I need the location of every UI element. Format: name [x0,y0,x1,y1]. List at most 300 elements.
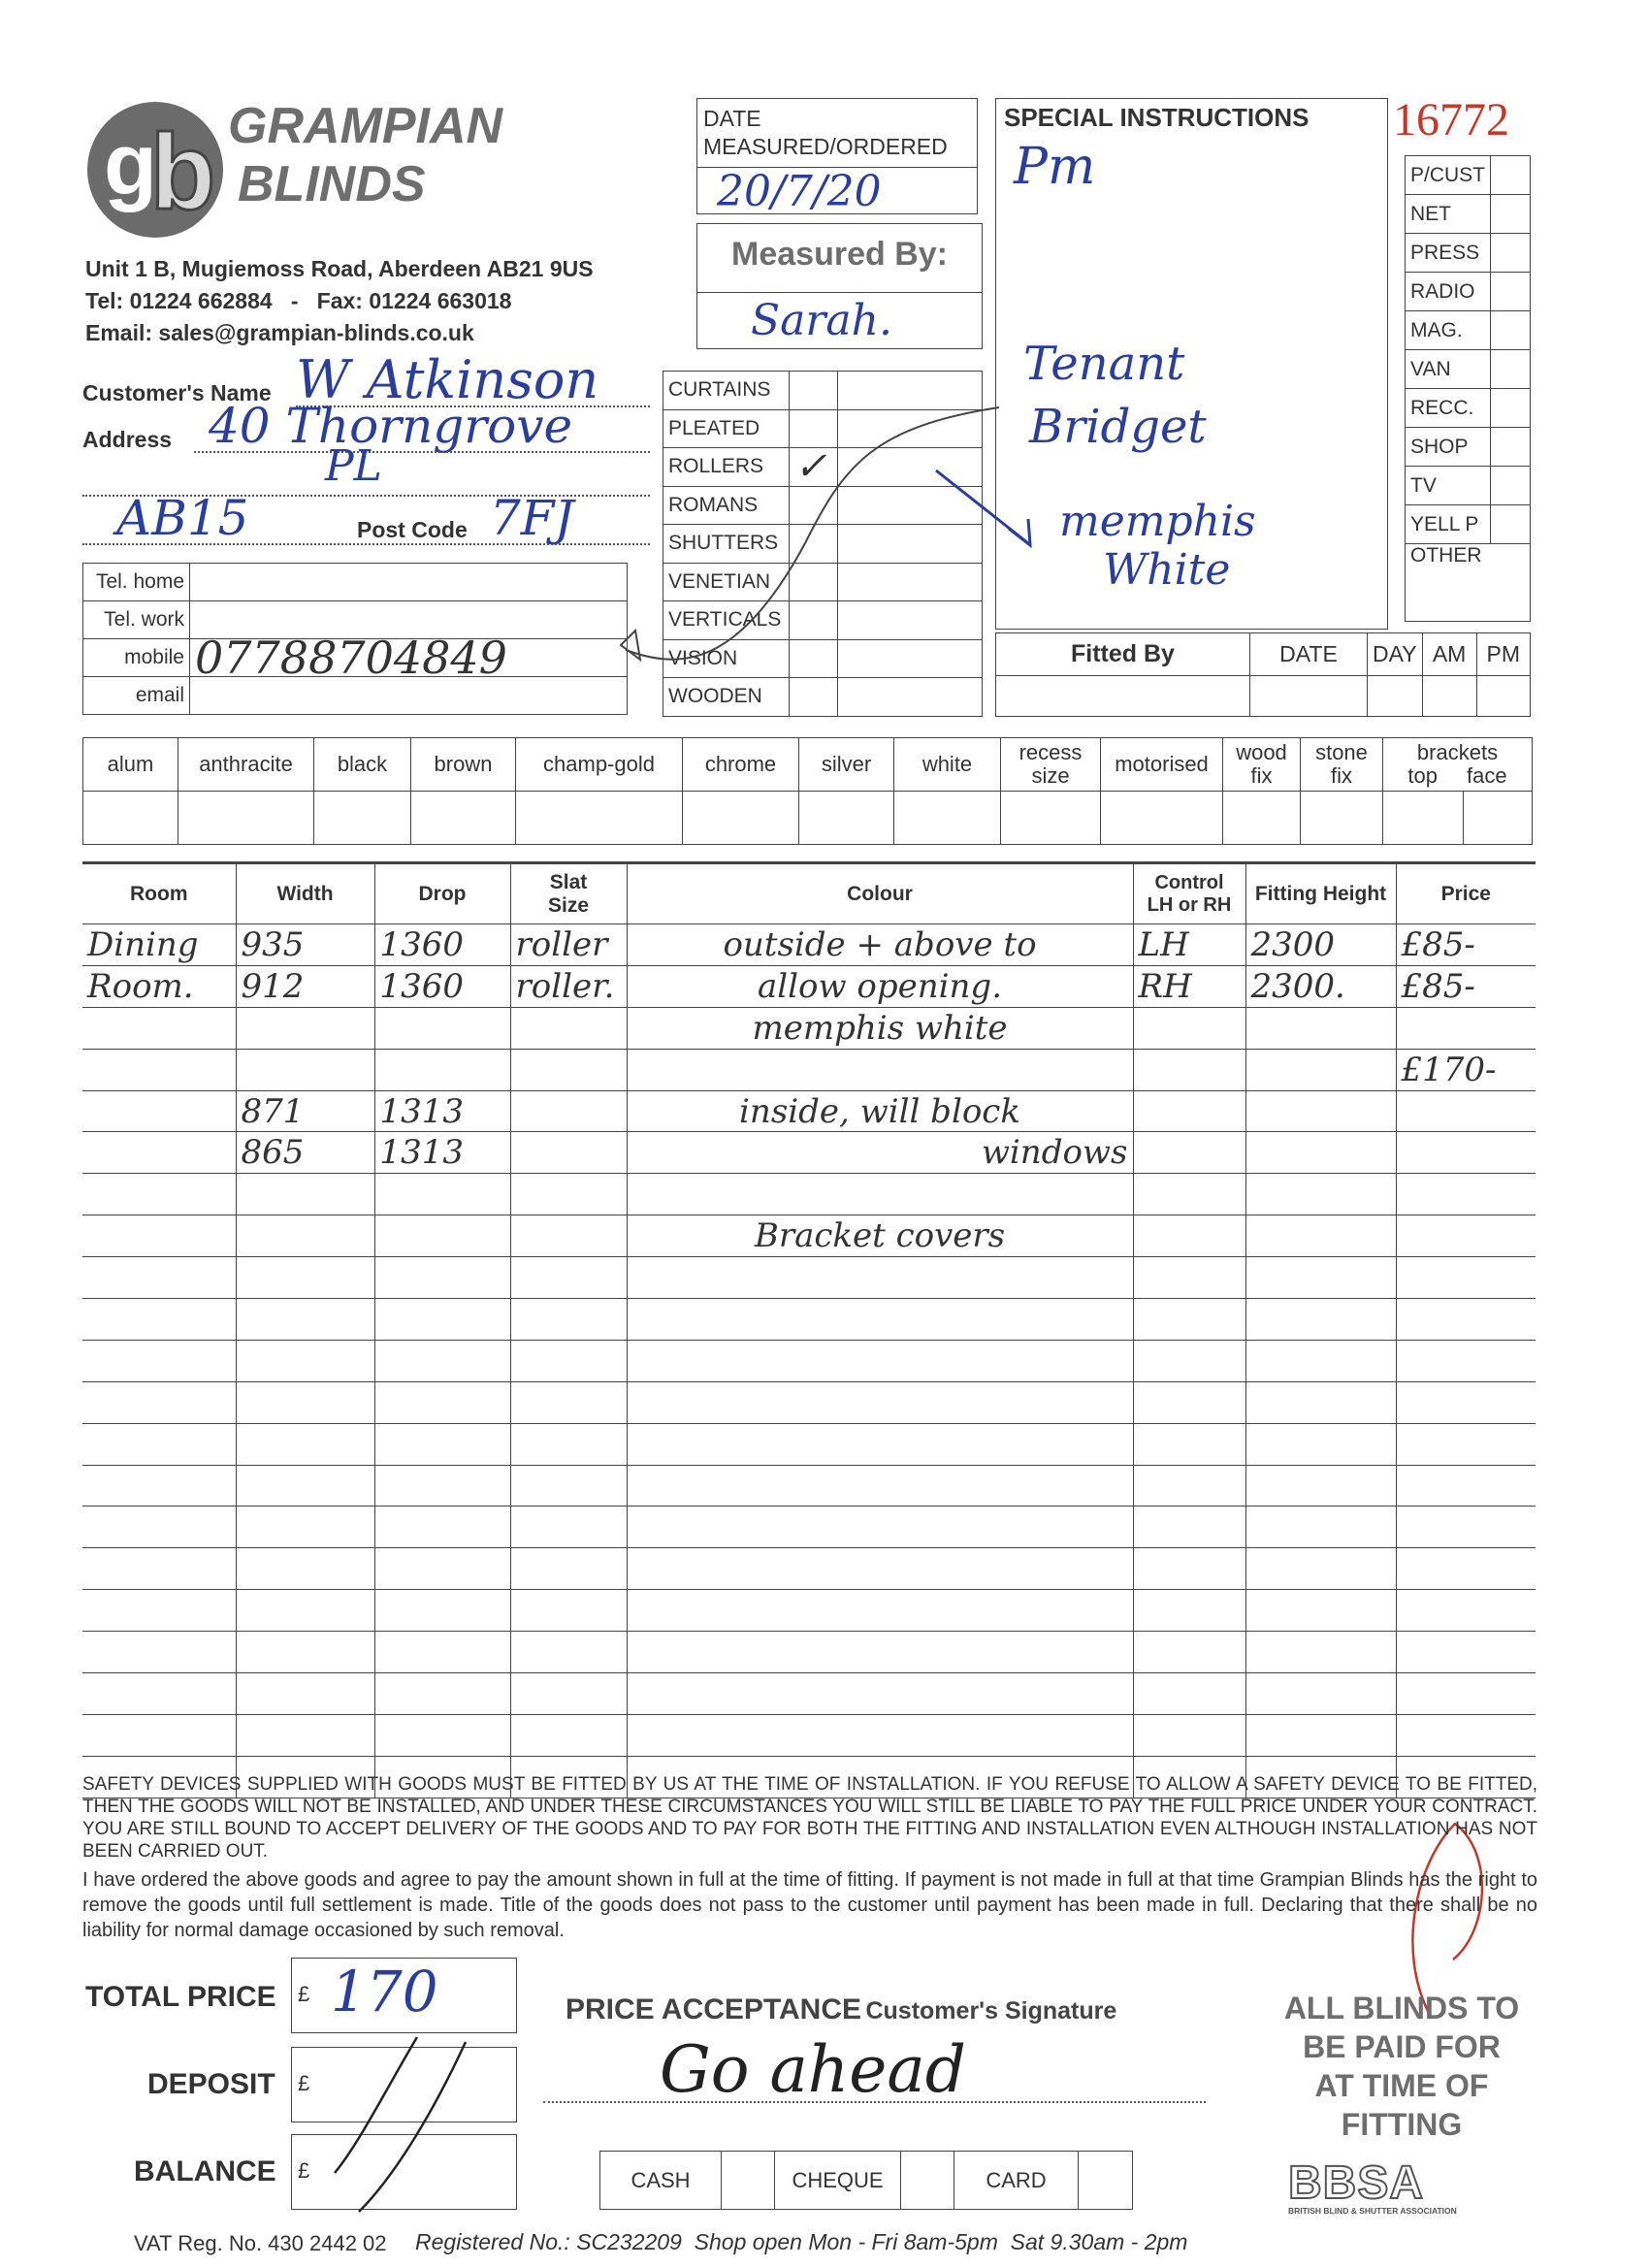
cell-control[interactable] [1133,1381,1245,1423]
address-line2[interactable]: PL [325,441,382,491]
cell-room[interactable] [82,1714,236,1756]
cell-colour[interactable]: memphis white [627,1007,1133,1049]
cell-colour[interactable] [627,1632,1133,1673]
footer-registered: Registered No.: SC232209 Shop open Mon - Fri 8am-5pm Sat 9.30am - 2pm [415,2229,1188,2254]
cell-drop[interactable] [374,1507,510,1548]
cell-slat[interactable] [510,1632,627,1673]
cell-colour[interactable]: allow opening. [627,965,1133,1007]
special-instructions-label: SPECIAL INSTRUCTIONS [1004,103,1310,132]
cell-control[interactable] [1133,1673,1245,1715]
product-row [663,409,983,448]
cell-width[interactable] [236,1465,374,1507]
special-instructions-box [995,98,1388,630]
source-item[interactable]: YELL P [1406,505,1491,544]
source-item[interactable]: RADIO [1406,273,1491,311]
cell-width[interactable] [236,1548,374,1590]
source-list [1405,155,1531,622]
cell-width[interactable] [236,1632,374,1673]
product-type: WOODEN [663,678,790,717]
cell-colour[interactable]: windows [627,1132,1133,1174]
col-drop: Drop [374,864,510,924]
table-row [82,1507,1536,1548]
customer-name-label: Customer's Name [82,380,272,405]
source-item[interactable]: VAN [1406,350,1491,389]
table-row [82,1174,1536,1215]
payment-card[interactable]: CARD [954,2152,1079,2210]
cell-fit[interactable] [1245,1049,1396,1090]
source-item[interactable]: OTHER [1406,544,1531,622]
cell-control[interactable] [1133,1215,1245,1257]
product-type: VISION [663,639,790,678]
product-type: VERTICALS [663,601,790,640]
cell-control[interactable]: RH [1133,965,1245,1007]
source-item[interactable]: TV [1406,467,1491,505]
option-label: silver [799,738,894,792]
cell-room[interactable] [82,1632,236,1673]
cell-colour[interactable] [627,1673,1133,1715]
table-row [82,1049,1536,1090]
cell-control[interactable] [1133,1465,1245,1507]
source-item[interactable]: RECC. [1406,389,1491,428]
cell-width[interactable] [236,1007,374,1049]
cell-price[interactable] [1396,1632,1536,1673]
product-row [663,448,983,487]
table-row [82,1632,1536,1673]
phone-table [82,563,628,715]
cell-drop[interactable] [374,1673,510,1715]
cell-room[interactable] [82,1465,236,1507]
fitted-by-label: Fitted By [996,633,1250,676]
cell-colour[interactable] [627,1423,1133,1465]
svg-text:b: b [150,113,216,232]
product-row [663,525,983,564]
cell-slat[interactable] [510,1590,627,1632]
special-note-pm: Pm [1014,138,1096,196]
cell-control[interactable] [1133,1507,1245,1548]
phone-row [83,639,628,677]
cell-price[interactable] [1396,1132,1536,1174]
cell-price[interactable] [1396,1714,1536,1756]
company-address: Unit 1 B, Mugiemoss Road, Aberdeen AB21 9US [85,256,594,281]
phone-value[interactable] [190,564,628,601]
cell-drop[interactable] [374,1174,510,1215]
customer-signature[interactable]: Go ahead [660,2032,966,2107]
measured-by-box [696,223,983,349]
table-row [82,1132,1536,1174]
table-row [82,1090,1536,1132]
payment-cheque[interactable]: CHEQUE [775,2152,901,2210]
cell-room[interactable] [82,1090,236,1132]
postcode-value[interactable]: 7FJ [490,490,574,546]
table-row [82,1257,1536,1299]
cell-room[interactable] [82,1215,236,1257]
cell-price[interactable] [1396,1673,1536,1715]
cell-fit[interactable] [1245,1090,1396,1132]
cell-width[interactable] [236,1257,374,1299]
cell-control[interactable] [1133,1007,1245,1049]
cell-drop[interactable] [374,1215,510,1257]
col-width: Width [236,864,374,924]
cell-slat[interactable] [510,1174,627,1215]
cell-room[interactable] [82,1423,236,1465]
cell-price[interactable] [1396,1590,1536,1632]
cell-drop[interactable]: 1313 [374,1090,510,1132]
cell-drop[interactable]: 1360 [374,924,510,966]
cell-control[interactable] [1133,1714,1245,1756]
table-row [82,1423,1536,1465]
cell-slat[interactable] [510,1132,627,1174]
address-line3[interactable]: AB15 [116,490,249,546]
cell-slat[interactable] [510,1714,627,1756]
cell-colour[interactable] [627,1299,1133,1341]
cell-width[interactable] [236,1049,374,1090]
cell-width[interactable] [236,1714,374,1756]
cell-slat[interactable] [510,1507,627,1548]
source-item[interactable]: PRESS [1406,234,1491,273]
customer-signature-label: Customer's Signature [865,1997,1117,2025]
cell-drop[interactable] [374,1714,510,1756]
cell-control[interactable] [1133,1632,1245,1673]
cell-colour[interactable] [627,1465,1133,1507]
cell-slat[interactable] [510,1215,627,1257]
brackets-top: top [1407,763,1438,788]
product-type: PLEATED [663,409,790,448]
cell-price[interactable] [1396,1007,1536,1049]
cell-slat[interactable]: roller [510,924,627,966]
table-row [82,965,1536,1007]
source-item[interactable]: MAG. [1406,311,1491,350]
order-table [82,863,1536,1798]
cell-price[interactable] [1396,1423,1536,1465]
deposit-strike [330,2027,524,2221]
cell-drop[interactable] [374,1548,510,1590]
fitted-am-label: AM [1422,633,1476,676]
cell-control[interactable] [1133,1590,1245,1632]
fitted-by-value[interactable] [996,676,1250,717]
cell-slat[interactable] [510,1299,627,1341]
cell-fit[interactable] [1245,1340,1396,1381]
cell-control[interactable] [1133,1049,1245,1090]
cell-price[interactable] [1396,1215,1536,1257]
mobile-value[interactable]: 07788704849 [190,639,628,677]
cell-control[interactable] [1133,1090,1245,1132]
cell-colour[interactable] [627,1174,1133,1215]
col-control: Control LH or RH [1133,864,1245,924]
col-price: Price [1396,864,1536,924]
col-fitting-height: Fitting Height [1245,864,1396,924]
table-row [82,1465,1536,1507]
cell-slat[interactable]: roller. [510,965,627,1007]
postcode-label: Post Code [357,517,468,542]
cell-fit[interactable] [1245,1423,1396,1465]
option-label: white [894,738,1001,792]
cell-width[interactable] [236,1590,374,1632]
cell-room[interactable] [82,1590,236,1632]
cell-drop[interactable] [374,1590,510,1632]
cell-slat[interactable] [510,1340,627,1381]
cell-width[interactable] [236,1299,374,1341]
cell-control[interactable] [1133,1132,1245,1174]
cell-slat[interactable] [510,1423,627,1465]
cell-colour[interactable]: inside, will block [627,1090,1133,1132]
cell-price[interactable] [1396,1174,1536,1215]
cell-width[interactable] [236,1507,374,1548]
option-label: alum [83,738,178,792]
cell-price[interactable] [1396,1381,1536,1423]
measured-by-label: Measured By: [731,236,948,273]
cell-room[interactable] [82,1132,236,1174]
cell-fit[interactable] [1245,1548,1396,1590]
cell-colour[interactable]: outside + above to [627,924,1133,966]
cell-drop[interactable] [374,1381,510,1423]
fitted-by-table [995,632,1531,717]
phone-label: Tel. work [83,601,190,639]
cell-drop[interactable] [374,1423,510,1465]
cell-control[interactable] [1133,1340,1245,1381]
cell-colour[interactable] [627,1548,1133,1590]
source-item[interactable]: P/CUST [1406,156,1491,195]
cell-price[interactable] [1396,1548,1536,1590]
rollers-tick[interactable]: ✓ [790,448,838,487]
cell-colour[interactable]: Bracket covers [627,1215,1133,1257]
cell-width[interactable] [236,1673,374,1715]
cell-price[interactable] [1396,1090,1536,1132]
special-note-memphis: memphis [1059,497,1256,546]
cell-control[interactable] [1133,1548,1245,1590]
cell-width[interactable]: 935 [236,924,374,966]
cell-room[interactable] [82,1340,236,1381]
cell-slat[interactable] [510,1381,627,1423]
cell-drop[interactable] [374,1340,510,1381]
cell-room[interactable] [82,1174,236,1215]
cell-price[interactable] [1396,1507,1536,1548]
cell-room[interactable] [82,1257,236,1299]
cell-width[interactable]: 912 [236,965,374,1007]
total-price-value: 170 [331,1959,438,2025]
cell-price[interactable] [1396,1299,1536,1341]
col-slat: Slat Size [510,864,627,924]
cell-slat[interactable] [510,1049,627,1090]
cell-width[interactable] [236,1423,374,1465]
options-table [82,737,1533,845]
product-type: CURTAINS [663,372,790,410]
company-name-line1: GRAMPIAN [228,98,503,154]
payment-method-table [599,2151,1133,2210]
product-row [663,486,983,525]
cell-drop[interactable] [374,1257,510,1299]
table-row [82,924,1536,966]
cell-slat[interactable] [510,1548,627,1590]
cell-fit[interactable] [1245,1465,1396,1507]
date-value: 20/7/20 [717,167,882,216]
cell-slat[interactable] [510,1257,627,1299]
cell-width[interactable] [236,1381,374,1423]
option-label: recess size [1001,738,1101,792]
cell-room[interactable] [82,1548,236,1590]
bbsa-logo: BBSA BRITISH BLIND & SHUTTER ASSOCIATION [1288,2157,1457,2216]
cell-room[interactable] [82,1673,236,1715]
cell-fit[interactable] [1245,1132,1396,1174]
option-label: wood fix [1223,738,1301,792]
svg-text:g: g [104,116,157,213]
table-row [82,1548,1536,1590]
logo-emblem [82,97,228,243]
company-tel-fax: Tel: 01224 662884 - Fax: 01224 663018 [85,288,512,313]
option-label: motorised [1101,738,1223,792]
cell-drop[interactable]: 1313 [374,1132,510,1174]
col-colour: Colour [627,864,1133,924]
cell-drop[interactable] [374,1007,510,1049]
cell-colour[interactable] [627,1507,1133,1548]
table-row [82,1340,1536,1381]
option-label: stone fix [1301,738,1383,792]
date-label: DATE MEASURED/ORDERED [703,106,948,159]
cell-price[interactable]: £170- [1396,1049,1536,1090]
currency-symbol: £ [298,2158,310,2183]
special-note-white: White [1103,545,1231,595]
cell-colour[interactable] [627,1590,1133,1632]
total-price-label: TOTAL PRICE [85,1981,276,2013]
cell-drop[interactable] [374,1632,510,1673]
phone-row [83,564,628,601]
cell-price[interactable]: £85- [1396,924,1536,966]
source-item[interactable]: NET [1406,195,1491,234]
cell-fit[interactable]: 2300 [1245,924,1396,966]
cell-room[interactable] [82,1381,236,1423]
payment-cash[interactable]: CASH [600,2152,722,2210]
safety-terms: SAFETY DEVICES SUPPLIED WITH GOODS MUST BE FITTED BY US AT THE TIME OF INSTALLATION. IF YOU REFUSE TO ALLOW A SAFETY DEVICE TO BE FITTED, THEN THE GOODS WILL NOT BE INSTALLED, AND UNDER THESE CIRCUMSTANCES YOU WILL STILL BE LIABLE TO PAY THE FULL PRICE UNDER YOUR CONTRACT. YOU ARE STILL BOUND TO ACCEPT DELIVERY OF THE GOODS AND TO PAY FOR BOTH THE FITTING AND INSTALLATION EVEN ALTHOUGH INSTALLATION HAS NOT BEEN CARRIED OUT. [82,1774,1537,1862]
fitted-pm-label: PM [1476,633,1530,676]
cell-width[interactable] [236,1174,374,1215]
cell-control[interactable] [1133,1423,1245,1465]
product-row [663,372,983,410]
date-box [696,98,978,214]
table-row [82,1299,1536,1341]
option-label: black [314,738,411,792]
order-number: 16772 [1393,94,1509,146]
deposit-label: DEPOSIT [147,2068,275,2100]
table-row [82,1714,1536,1756]
cell-colour[interactable] [627,1381,1133,1423]
cell-slat[interactable] [510,1090,627,1132]
table-row [82,1673,1536,1715]
cell-room[interactable]: Dining [82,924,236,966]
currency-symbol: £ [298,2071,310,2095]
total-price-box[interactable] [291,1958,517,2033]
cell-fit[interactable] [1245,1007,1396,1049]
cell-control[interactable] [1133,1174,1245,1215]
address-label: Address [82,427,173,452]
cell-width[interactable] [236,1215,374,1257]
measured-by-value: Sarah. [751,296,892,345]
cell-fit[interactable] [1245,1215,1396,1257]
cell-slat[interactable] [510,1465,627,1507]
cell-fit[interactable]: 2300. [1245,965,1396,1007]
cell-price[interactable] [1396,1340,1536,1381]
special-note-tenant: Tenant [1023,337,1185,391]
cell-drop[interactable] [374,1049,510,1090]
cell-room[interactable] [82,1007,236,1049]
price-acceptance [566,1993,1116,2026]
cell-room[interactable] [82,1049,236,1090]
option-label: chrome [683,738,799,792]
cell-fit[interactable] [1245,1673,1396,1715]
table-row [82,1215,1536,1257]
cell-colour[interactable] [627,1340,1133,1381]
cell-fit[interactable] [1245,1632,1396,1673]
special-note-bridget: Bridget [1029,400,1207,454]
product-type: VENETIAN [663,563,790,601]
price-acceptance-label: PRICE ACCEPTANCE [566,1993,862,2025]
cell-fit[interactable] [1245,1381,1396,1423]
cell-drop[interactable] [374,1299,510,1341]
cell-fit[interactable] [1245,1299,1396,1341]
brackets-face: face [1467,763,1507,788]
cell-width[interactable]: 865 [236,1132,374,1174]
cell-room[interactable]: Room. [82,965,236,1007]
option-label: champ-gold [516,738,683,792]
cell-fit[interactable] [1245,1507,1396,1548]
cell-slat[interactable] [510,1007,627,1049]
cell-slat[interactable] [510,1673,627,1715]
cell-width[interactable]: 871 [236,1090,374,1132]
company-name-line2: BLINDS [238,156,426,212]
cell-fit[interactable] [1245,1257,1396,1299]
cell-control[interactable]: LH [1133,924,1245,966]
product-type: ROMANS [663,486,790,525]
cell-colour[interactable] [627,1257,1133,1299]
cell-fit[interactable] [1245,1714,1396,1756]
cell-control[interactable] [1133,1257,1245,1299]
payment-terms: I have ordered the above goods and agree to pay the amount shown in full at the time of fitting. If payment is not made in full at that time Grampian Blinds has the right to remove the goods until full settlement is made. Title of the goods does not pass to the customer until payment has been made in full. Declaring that there shall be no liability for normal damage occasioned by such removal. [82,1869,1537,1941]
phone-label: mobile [83,639,190,677]
cell-room[interactable] [82,1299,236,1341]
option-label: brown [411,738,516,792]
customer-name[interactable]: W Atkinson [296,349,599,410]
product-row [663,678,983,717]
fitted-day-label: DAY [1368,633,1423,676]
col-room: Room [82,864,236,924]
cell-room[interactable] [82,1507,236,1548]
cell-drop[interactable] [374,1465,510,1507]
cell-drop[interactable]: 1360 [374,965,510,1007]
balance-label: BALANCE [134,2155,276,2187]
company-email: Email: sales@grampian-blinds.co.uk [85,320,474,345]
company-logo [82,97,228,243]
table-row [82,1590,1536,1632]
cell-colour[interactable] [627,1714,1133,1756]
cell-fit[interactable] [1245,1174,1396,1215]
table-row [82,1381,1536,1423]
fitted-date-label: DATE [1250,633,1368,676]
cell-price[interactable]: £85- [1396,965,1536,1007]
cell-colour[interactable] [627,1049,1133,1090]
cell-price[interactable] [1396,1465,1536,1507]
product-row [663,563,983,601]
footer-vat: VAT Reg. No. 430 2442 02 [134,2231,387,2255]
product-row [663,601,983,640]
phone-label: email [83,677,190,715]
cell-control[interactable] [1133,1299,1245,1341]
cell-price[interactable] [1396,1257,1536,1299]
product-type: ROLLERS [663,448,790,487]
brackets-label: brackets top face [1383,738,1533,792]
source-item[interactable]: SHOP [1406,428,1491,467]
address-line1[interactable]: 40 Thorngrove [209,398,573,454]
cell-width[interactable] [236,1340,374,1381]
cell-fit[interactable] [1245,1590,1396,1632]
payment-notice: ALL BLINDS TO BE PAID FOR AT TIME OF FITTING [1283,1991,1520,2142]
